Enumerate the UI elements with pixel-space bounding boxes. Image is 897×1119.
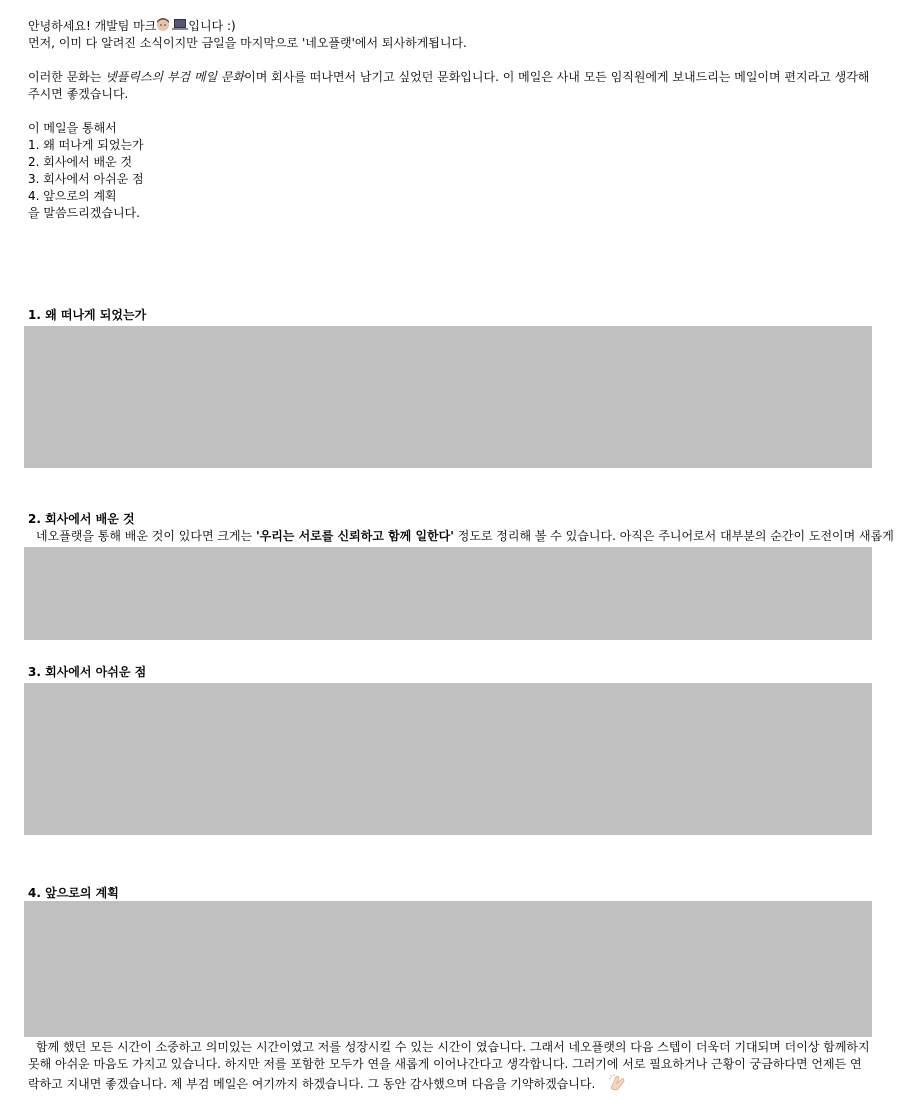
image-placeholder-1 [24,326,872,468]
intro-paragraph-post: 이며 회사를 떠나면서 남기고 싶었던 문화입니다. 이 메일은 사내 모든 임직원에게 보내드리는 메일이며 편지라고 생각해주시면 좋겠습니다. [28,70,870,101]
clapping-hands-icon [599,1073,627,1096]
section-2-heading: 2. 회사에서 배운 것 [28,512,135,526]
image-placeholder-4 [24,901,872,1037]
section-4-heading: 4. 앞으로의 계획 [28,886,119,900]
list-item: 4. 앞으로의 계획 [28,189,117,203]
greeting-suffix: 입니다 :) [188,19,236,33]
closing-paragraph [28,1039,870,1096]
greeting-text: 안녕하세요! 개발팀 마크 [28,19,157,33]
list-intro: 이 메일을 통해서 [28,121,117,135]
section-2-text-bold: '우리는 서로를 신뢰하고 함께 일한다' [255,529,454,543]
closing-text: 함께 했던 모든 시간이 소중하고 의미있는 시간이였고 저를 성장시킬 수 있는 시간이 였습니다. 그래서 네오플랫의 다음 스텝이 더욱더 기대되며 더이상 함께하지 못해 아쉬운 마음도 가지고 있습니다. 하지만 저를 포함한 모두가 연을 새롭게 이어나간다고 생각합니다. 그러기에 서로 필요하거나 근황이 궁금하다면 언제든 연락하고 지내면 좋겠습니다. 제 부검 메일은 여기까지 하겠습니다. 그 동안 감사했으며 다음을 기약하겠습니다. [28,1040,870,1091]
section-2-text-post: 정도로 정리해 볼 수 있습니다. 아직은 주니어로서 대부분의 순간이 도전이며 새롭게 [453,529,894,543]
section-2-text-pre: 네오플랫을 통해 배운 것이 있다면 크게는 [36,529,256,543]
intro-paragraph-pre: 이러한 문화는 [28,70,106,84]
intro-line-2: 먼저, 이미 다 알려진 소식이지만 금일을 마지막으로 '네오플랫'에서 퇴사하게됩니다. [28,36,467,50]
list-item: 2. 회사에서 배운 것 [28,155,133,169]
list-item: 1. 왜 떠나게 되었는가 [28,138,144,152]
intro-paragraph-italic: 넷플릭스의 부검 메일 문화 [105,70,245,84]
image-placeholder-2 [24,547,872,640]
section-2-text [36,528,894,545]
intro-paragraph [28,69,870,103]
list-item: 3. 회사에서 아쉬운 점 [28,172,144,186]
list-outro: 을 말씀드리겠습니다. [28,206,140,220]
section-1-heading: 1. 왜 떠나게 되었는가 [28,308,147,322]
section-3-heading: 3. 회사에서 아쉬운 점 [28,665,147,679]
image-placeholder-3 [24,683,872,835]
